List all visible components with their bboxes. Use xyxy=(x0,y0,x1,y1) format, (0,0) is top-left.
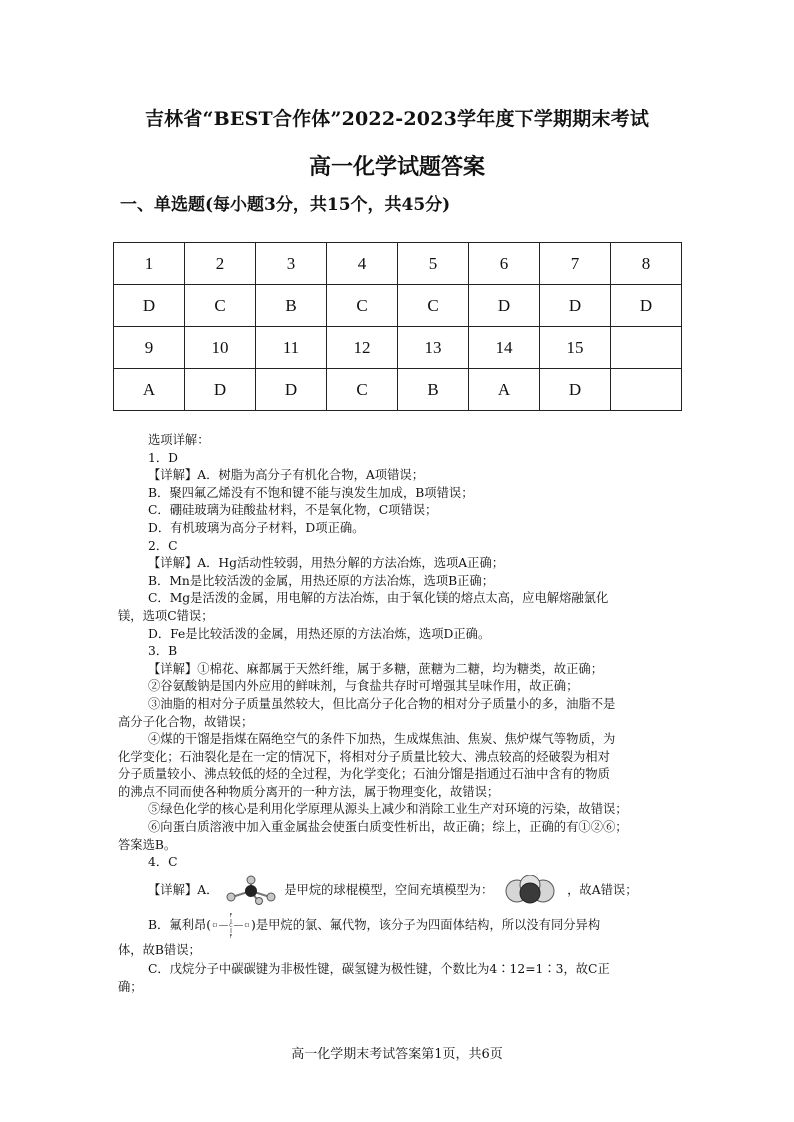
explanations xyxy=(118,432,678,997)
explanation-text: B．氟利昂( xyxy=(148,917,212,932)
question-number: 4 xyxy=(327,243,398,285)
explanation-line: 选项详解： xyxy=(148,433,210,447)
explanation-line: B．Mn是比较活泼的金属，用热还原的方法冶炼，选项B正确； xyxy=(148,573,495,588)
question-number: 14 xyxy=(469,327,540,369)
question-number: 9 xyxy=(114,327,185,369)
explanation-text: )是甲烷的氯、氟代物，该分子为四面体结构，所以没有同分异构 xyxy=(251,917,601,932)
formula-atom: F xyxy=(229,934,233,941)
answer-cell: D xyxy=(611,285,682,327)
table-row xyxy=(114,369,682,411)
answer-cell: D xyxy=(540,285,611,327)
explanation-text: 【详解】A． xyxy=(148,882,219,897)
explanation-line: ④煤的干馏是指煤在隔绝空气的条件下加热，生成煤焦油、焦炭、焦炉煤气等物质，为 xyxy=(148,732,616,747)
freon-structure-image xyxy=(211,910,251,940)
question-number: 11 xyxy=(256,327,327,369)
answer-cell: D xyxy=(256,369,327,411)
answer-cell: D xyxy=(114,285,185,327)
formula-atom: Cl xyxy=(212,923,218,930)
q4-option-a xyxy=(118,872,678,908)
formula-atom: F xyxy=(229,913,233,920)
question-number: 10 xyxy=(185,327,256,369)
page-title: 高一化学试题答案 xyxy=(308,154,485,180)
section-heading: 一、单选题(每小题3分，共15个，共45分) xyxy=(120,195,451,215)
answer-cell: D xyxy=(185,369,256,411)
table-row xyxy=(114,285,682,327)
answer-cell: C xyxy=(185,285,256,327)
explanation-line: 4．C xyxy=(148,855,178,870)
explanation-line: 的沸点不同而使各种物质分离开的一种方法，属于物理变化，故错误； xyxy=(118,784,500,799)
explanation-text: ，故A错误； xyxy=(567,882,638,897)
explanation-line: 2．C xyxy=(148,538,178,553)
question-number: 15 xyxy=(540,327,611,369)
explanation-line: ②谷氨酸钠是国内外应用的鲜味剂，与食盐共存时可增强其呈味作用，故正确； xyxy=(148,679,579,694)
explanation-line: 答案选B。 xyxy=(118,837,177,852)
explanation-line: 【详解】①棉花、麻都属于天然纤维，属于多糖，蔗糖为二糖，均为糖类，故正确； xyxy=(148,661,603,676)
answer-cell: C xyxy=(327,369,398,411)
answer-cell: A xyxy=(469,369,540,411)
q4-option-b xyxy=(118,908,678,942)
ball-stick-model-image xyxy=(222,875,280,905)
table-row xyxy=(114,327,682,369)
answer-cell: B xyxy=(398,369,469,411)
question-number: 5 xyxy=(398,243,469,285)
explanation-line: B．聚四氟乙烯没有不饱和键不能与溴发生加成，B项错误； xyxy=(148,485,474,500)
explanation-line: C．硼硅玻璃为硅酸盐材料，不是氧化物，C项错误； xyxy=(148,503,438,518)
explanation-line: 分子质量较小、沸点较低的烃的全过程，为化学变化；石油分馏是指通过石油中含有的物质 xyxy=(118,767,610,782)
explanation-line: C．戊烷分子中碳碳键为非极性键，碳氢键为极性键，个数比为4∶12=1∶3，故C正 xyxy=(148,962,610,977)
explanation-line: 3．B xyxy=(148,644,178,659)
question-number: 2 xyxy=(185,243,256,285)
explanation-line: 高分子化合物，故错误； xyxy=(118,714,254,729)
exam-title: 吉林省“BEST合作体”2022-2023学年度下学期期末考试 xyxy=(144,108,650,130)
answer-cell: C xyxy=(327,285,398,327)
explanation-line: ⑥向蛋白质溶液中加入重金属盐会使蛋白质变性析出，故正确；综上，正确的有①②⑥； xyxy=(148,820,628,835)
explanation-line: D．Fe是比较活泼的金属，用热还原的方法冶炼，选项D正确。 xyxy=(148,626,491,641)
question-number xyxy=(611,327,682,369)
answer-cell: D xyxy=(469,285,540,327)
explanation-line: 确； xyxy=(118,980,143,995)
table-row xyxy=(114,243,682,285)
question-number: 6 xyxy=(469,243,540,285)
question-number: 8 xyxy=(611,243,682,285)
question-number: 12 xyxy=(327,327,398,369)
explanation-line: 【详解】A．Hg活动性较弱，用热分解的方法冶炼，选项A正确； xyxy=(148,556,505,571)
explanation-line: D．有机玻璃为高分子材料，D项正确。 xyxy=(148,520,365,535)
formula-atom: C xyxy=(229,923,233,930)
explanation-line: 化学变化；石油裂化是在一定的情况下，将相对分子质量比较大、沸点较高的烃破裂为相对 xyxy=(118,749,610,764)
question-number: 7 xyxy=(540,243,611,285)
question-number: 1 xyxy=(114,243,185,285)
question-number: 13 xyxy=(398,327,469,369)
explanation-line: ③油脂的相对分子质量虽然较大，但比高分子化合物的相对分子质量小的多，油脂不是 xyxy=(148,696,616,711)
space-filling-model-image xyxy=(497,875,563,905)
question-number: 3 xyxy=(256,243,327,285)
explanation-line: 【详解】A．树脂为高分子有机化合物，A项错误； xyxy=(148,468,424,483)
page-footer: 高一化学期末考试答案第1页，共6页 xyxy=(291,1047,503,1062)
explanation-line: C．Mg是活泼的金属，用电解的方法冶炼，由于氧化镁的熔点太高，应电解熔融氯化 xyxy=(148,591,609,606)
answer-cell xyxy=(611,369,682,411)
explanation-line: 体，故B错误； xyxy=(118,942,201,957)
explanation-line: ⑤绿色化学的核心是利用化学原理从源头上减少和消除工业生产对环境的污染，故错误； xyxy=(148,802,628,817)
answer-table xyxy=(113,242,682,411)
explanation-line: 1．D xyxy=(148,450,178,465)
explanation-text: 是甲烷的球棍模型，空间充填模型为： xyxy=(284,882,494,897)
answer-cell: B xyxy=(256,285,327,327)
explanation-line: 镁，选项C错误； xyxy=(118,608,214,623)
answer-cell: A xyxy=(114,369,185,411)
answer-cell: D xyxy=(540,369,611,411)
answer-cell: C xyxy=(398,285,469,327)
formula-atom: Cl xyxy=(244,923,250,930)
